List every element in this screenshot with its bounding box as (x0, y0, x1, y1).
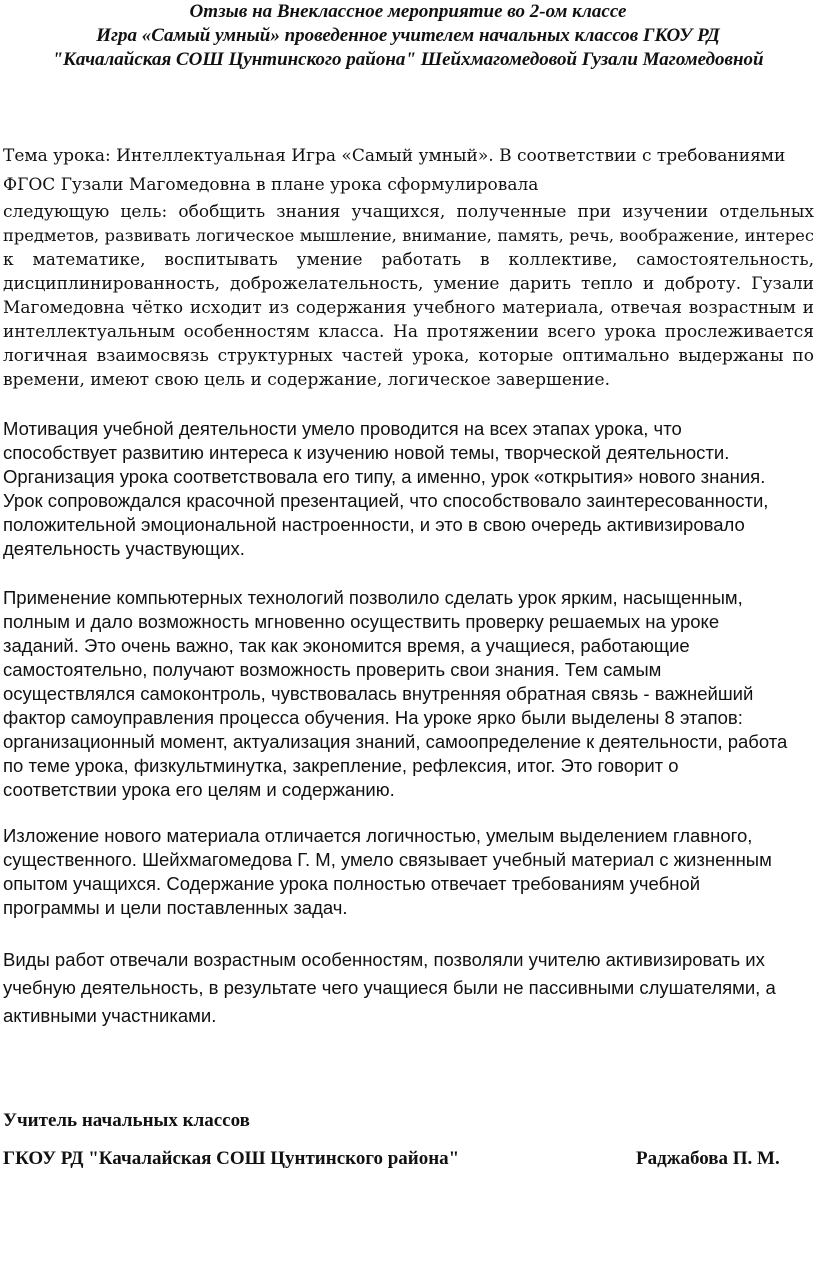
technology-paragraph (3, 586, 814, 802)
header-teacher-line: "Качалайская СОШ Цунтинского района" Шейхмагомедовой Гузали Магомедовной (52, 49, 764, 70)
signature-title: Учитель начальных классов (3, 1110, 250, 1131)
paragraph-line: Применение компьютерных технологий позволило сделать урок ярким, насыщенным, (3, 587, 743, 608)
goal-line: дисциплинированность, доброжелательность, умение дарить тепло и доброту. Гузали (3, 274, 814, 294)
paragraph-line: положительной эмоциональной настроенности, и это в свою очередь активизировало (3, 514, 745, 535)
goal-line: интеллектуальным особенностям класса. На протяжении всего урока прослеживается (3, 322, 814, 342)
goal-line: предметов, развивать логическое мышление, внимание, память, речь, воображение, интерес (3, 226, 814, 245)
paragraph-line: активными участниками. (3, 1005, 217, 1026)
paragraph-line: по теме урока, физкультминутка, закрепление, рефлексия, итог. Это говорит о (3, 755, 679, 776)
motivation-paragraph (3, 417, 814, 561)
paragraph-line: Урок сопровождался красочной презентацией, что способствовало заинтересованности, (3, 490, 769, 511)
paragraph-line: способствует развитию интереса к изучению новой темы, творческой деятельности. (3, 442, 730, 463)
paragraph-line: Организация урока соответствовала его типу, а именно, урок «открытия» нового знания. (3, 466, 766, 487)
topic-line: ФГОС Гузали Магомедовна в плане урока сформулировала (3, 175, 539, 195)
paragraph-line: полным и дало возможность мгновенно осуществить проверку решаемых на уроке (3, 611, 720, 632)
paragraph-line: Мотивация учебной деятельности умело проводится на всех этапах урока, что (3, 418, 682, 439)
goal-line: следующую цель: обобщить знания учащихся, полученные при изучении отдельных (3, 202, 814, 222)
signature-organization: ГКОУ РД "Качалайская СОШ Цунтинского района" (3, 1148, 460, 1169)
document-header (0, 0, 816, 72)
goal-line: к математике, воспитывать умение работать в коллективе, самостоятельность, (3, 250, 814, 270)
goal-paragraph (3, 200, 814, 392)
topic-paragraph (3, 142, 814, 200)
paragraph-line: организационный момент, актуализация знаний, самоопределение к деятельности, работа (3, 731, 788, 752)
paragraph-line: опытом учащихся. Содержание урока полностью отвечает требованиям учебной (3, 873, 701, 894)
paragraph-line: существенного. Шейхмагомедова Г. М, умело связывает учебный материал с жизненным (3, 849, 772, 870)
material-paragraph (3, 824, 814, 920)
paragraph-line: соответствии урока его целям и содержанию. (3, 779, 395, 800)
paragraph-line: деятельность участвующих. (3, 538, 245, 559)
paragraph-line: заданий. Это очень важно, так как экономится время, а учащиеся, работающие (3, 635, 690, 656)
paragraph-line: программы и цели поставленных задач. (3, 897, 348, 918)
paragraph-line: учебную деятельность, в результате чего учащиеся были не пассивными слушателями, а (3, 977, 776, 998)
goal-line: времени, имеют свою цель и содержание, логическое завершение. (3, 370, 611, 390)
paragraph-line: фактор самоуправления процесса обучения. На уроке ярко были выделены 8 этапов: (3, 707, 743, 728)
paragraph-line: самостоятельно, получают возможность проверить свои знания. Тем самым (3, 659, 662, 680)
paragraph-line: осуществлялся самоконтроль, чувствовалась внутренняя обратная связь - важнейший (3, 683, 754, 704)
paragraph-line: Изложение нового материала отличается логичностью, умелым выделением главного, (3, 825, 753, 846)
signature-name: Раджабова П. М. (636, 1148, 780, 1169)
goal-line: логичная взаимосвязь структурных частей урока, которые оптимально выдержаны по (3, 346, 814, 366)
goal-line: Магомедовна чётко исходит из содержания учебного материала, отвечая возрастным и (3, 298, 814, 318)
activities-paragraph (3, 946, 814, 1030)
paragraph-line: Виды работ отвечали возрастным особенностям, позволяли учителю активизировать их (3, 949, 765, 970)
header-subtitle-line: Игра «Самый умный» проведенное учителем начальных классов ГКОУ РД (96, 25, 720, 46)
header-title-line: Отзыв на Внеклассное мероприятие во 2-ом классе (189, 1, 627, 22)
topic-line: Тема урока: Интеллектуальная Игра «Самый умный». В соответствии с требованиями (3, 146, 786, 166)
